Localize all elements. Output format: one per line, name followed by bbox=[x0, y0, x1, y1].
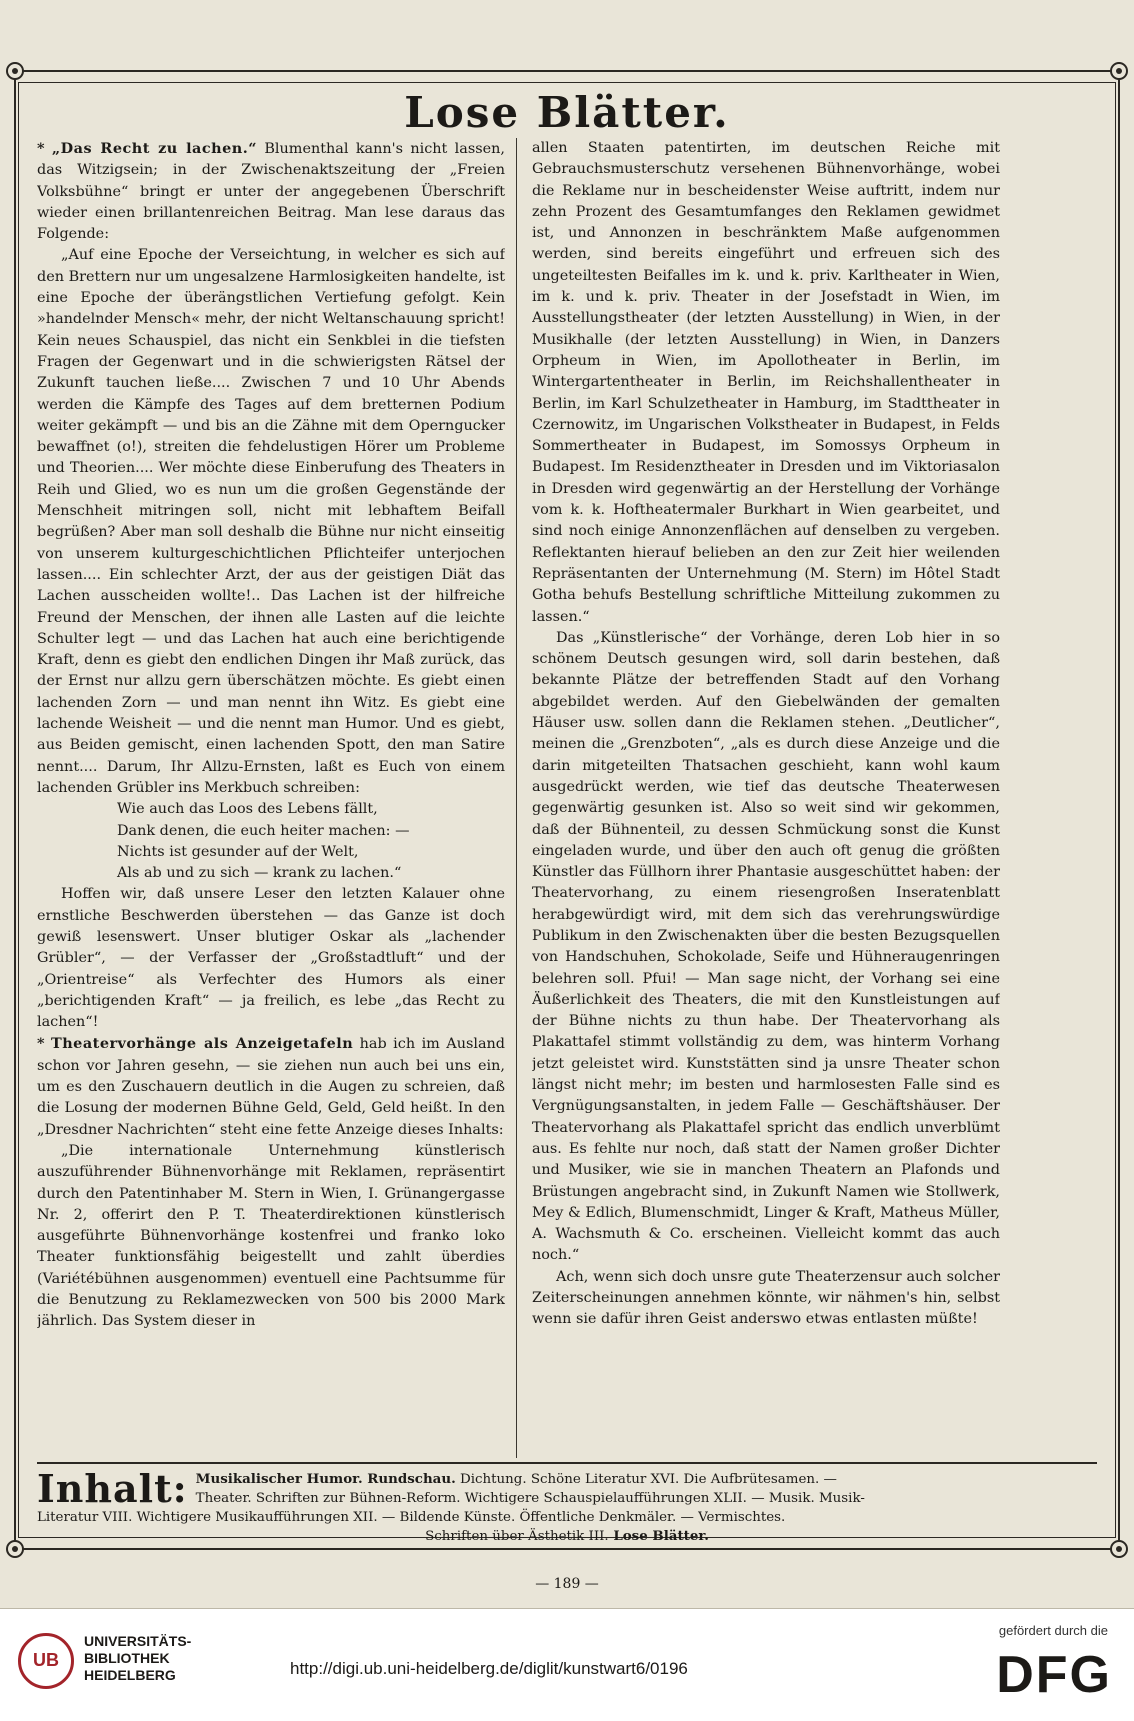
left-column bbox=[37, 138, 505, 1458]
university-seal-icon[interactable] bbox=[18, 1633, 74, 1689]
verse-line: Nichts ist gesunder auf der Welt, bbox=[117, 843, 359, 860]
contents-text: Dichtung. Schöne Literatur XVI. Die Aufbrütesamen. — bbox=[455, 1472, 837, 1487]
contents-bold-text: Lose Blätter. bbox=[608, 1528, 709, 1544]
article-paragraph: Ach, wenn sich doch unsre gute Theaterzensur auch solcher Zeiterscheinungen annehmen könnte, wir nähmen's hin, selbst wenn sie dafür ihren Geist anderswo etwas entlasten müßte! bbox=[532, 1268, 1000, 1328]
contents-text: Schriften über Ästhetik III. bbox=[425, 1529, 609, 1544]
page-number: — 189 — bbox=[535, 1576, 599, 1592]
article-heading: Theatervorhänge als Anzeigetafeln bbox=[51, 1035, 354, 1053]
paragraph-text: Blumenthal kann's nicht lassen, das Witzigsein; in der Zwischenaktszeitung der „Freien Volksbühne“ bringt er unter der angegebenen Überschrift wieder einen brillantenreichen Beitrag. Man lese daraus das Folgende: bbox=[37, 141, 505, 243]
institution-line: BIBLIOTHEK bbox=[84, 1650, 170, 1666]
article-paragraph: „Die internationale Unternehmung künstlerisch auszuführender Bühnenvorhänge mit Reklamen, repräsentirt durch den Patentinhaber M. Stern in Wien, I. Grünangergasse Nr. 2, offerirt den P. T. Theaterdirektionen künstlerisch ausgeführte Bühnenvorhänge kostenfrei und franko loko Theater funktionsfähig beigestellt und zahlt überdies (Variétébühnen ausgenommen) eventuell eine Pachtsumme für die Benutzung zu Reklamezwecken von 500 bis 2000 Mark jährlich. Das System dieser in bbox=[37, 1142, 505, 1330]
contents-line: Theater. Schriften zur Bühnen-Reform. Wichtigere Schauspielaufführungen XLII. — Musik. Musik- bbox=[195, 1491, 865, 1506]
contents-line bbox=[37, 1527, 1097, 1546]
article-heading: „Das Recht zu lachen.“ bbox=[51, 140, 257, 157]
contents-bold-text: Musikalischer Humor. Rundschau. bbox=[195, 1471, 456, 1487]
contents-title: Inhalt: bbox=[37, 1466, 188, 1511]
paragraph-text: hab ich im Ausland schon vor Jahren gesehn, — sie ziehen nun auch bei uns ein, um es den Zuschauern deutlich in die Augen zu schreien, daß die Losung der modernen Bühne Geld, Geld, Geld heißt. In den „Dresdner Nachrichten“ steht eine fette Anzeige dieses Inhalts: bbox=[37, 1036, 505, 1138]
verse-line: Als ab und zu sich — krank zu lachen.“ bbox=[117, 865, 402, 882]
section-star: * bbox=[37, 140, 45, 157]
contents-line bbox=[37, 1470, 1097, 1489]
source-url-link[interactable]: http://digi.ub.uni-heidelberg.de/diglit/kunstwart6/0196 bbox=[290, 1659, 688, 1678]
section-star: * bbox=[37, 1035, 45, 1053]
article-paragraph: Das „Künstlerische“ der Vorhänge, deren Lob hier in so schönem Deutsch gesungen wird, soll darin bestehen, daß bekannte Plätze der betreffenden Stadt auf den Vorhang abgebildet werden. Auf den Giebelwänden der gemalten Häuser usw. sollen dann die Reklamen stehen. „Deutlicher“, meinen die „Grenzboten“, „als es durch diese Anzeige und die darin mitgeteilten Thatsachen geschieht, kann wohl kaum ausgedrückt werden, wie tief das deutsche Theaterwesen gegenwärtig gesunken ist. Also so weit sind wir gekommen, daß der Bühnenteil, zu dessen Schmückung sonst die Kunst eingeladen wurde, und über den auch oft genug die größten Künstler das Füllhorn ihrer Phantasie ausgeschüttet haben: der Theatervorhang, zu einem riesengroßen Inseratenblatt herabgewürdigt wird, mit dem sich das verehrungswürdige Publikum in den Zwischenakten über die besten Bezugsquellen von Handschuhen, Schokolade, Seife und Hühneraugenringen belehren soll. Pfui! — Man sage nicht, der Vorhang sei eine Äußerlichkeit des Theaters, die mit den Kunstleistungen auf der Bühne nichts zu thun habe. Der Theatervorhang als Plakattafel stimmt vollständig zu dem, was hinterm Vorhang jetzt geleistet wird. Kunststätten sind ja unsre Theater schon längst nicht mehr; im besten und harmlosesten Falle sind es Vergnügungsanstalten, in jedem Falle — Geschäftshäuser. Der Theatervorhang als Plakattafel spricht das endlich unverblümt aus. Es fehlte nur noch, daß statt der Namen großer Dichter und Musiker, wie sie in manchen Theatern an Plafonds und Brüstungen angebracht sind, in Zukunft Namen wie Stollwerk, Mey & Edlich, Blumenschmidt, Linger & Kraft, Matheus Müller, A. Wachsmuth & Co. erscheinen. Vielleicht kommt das auch noch.“ bbox=[532, 629, 1000, 1264]
article-paragraph: „Auf eine Epoche der Verseichtung, in welcher es sich auf den Brettern nur um ungesalzene Harmlosigkeiten handelte, ist eine Epoche der überängstlichen Vertiefung gefolgt. Kein »handelnder Mensch« mehr, der nicht Weltanschauung spricht! Kein neues Schauspiel, das nicht ein Senkblei in die tiefsten Fragen der Gegenwart und in die schwierigsten Rätsel der Zukunft tauchen ließe.... Zwischen 7 und 10 Uhr Abends werden die Kämpfe des Tages auf dem bretternen Podium weiter gekämpft — und bis an die Zähne mit dem Operngucker bewaffnet (o!), streiten die fehdelustigen Hörer um Probleme und Theorien.... Wer möchte diese Einberufung des Theaters in Reih und Glied, wo es nun um die großen Gegenstände der Menschheit mitringen soll, nicht mit lebhaftem Beifall begrüßen? Aber man soll deshalb die Bühne nur nicht einseitig von unserem kulturgeschichtlichen Pflichteifer unterjochen lassen.... Ein schlechter Arzt, der aus der geistigen Diät das Lachen ausscheiden wollte!.. Das Lachen ist der hilfreiche Freund der Menschen, der ihnen alle Lasten auf die leichte Schulter legt — und das Lachen hat auch eine berichtigende Kraft, denn es giebt den endlichen Dingen ihr Maß zurück, das der Ernst nur allzu gern überschätzen möchte. Es giebt einen lachenden Zorn — und man nennt ihn Witz. Es giebt eine lachende Weisheit — und die nennt man Humor. Und es giebt, aus Beiden gemischt, einen lachenden Spott, den man Satire nennt.... Darum, Ihr Allzu-Ernsten, laßt es Euch von einem lachenden Grübler ins Merkbuch schreiben: bbox=[37, 247, 505, 796]
right-column bbox=[532, 138, 1000, 1458]
dfg-logo[interactable]: DFG bbox=[996, 1646, 1112, 1704]
verse-line: Dank denen, die euch heiter machen: — bbox=[117, 822, 410, 839]
corner-ornament-icon bbox=[6, 1540, 24, 1558]
corner-ornament-icon bbox=[1110, 1540, 1128, 1558]
institution-name[interactable] bbox=[84, 1633, 191, 1684]
article-paragraph bbox=[37, 1033, 505, 1140]
table-of-contents bbox=[37, 1462, 1097, 1542]
corner-ornament-icon bbox=[6, 62, 24, 80]
institution-line: HEIDELBERG bbox=[84, 1667, 176, 1683]
corner-ornament-icon bbox=[1110, 62, 1128, 80]
funded-by-label: gefördert durch die bbox=[998, 1623, 1108, 1638]
institution-line: UNIVERSITÄTS- bbox=[84, 1633, 192, 1649]
article-paragraph bbox=[37, 138, 505, 245]
page-title: Lose Blätter. bbox=[404, 88, 730, 137]
article-paragraph: Hoffen wir, daß unsere Leser den letzten Kalauer ohne ernstliche Beschwerden überstehen — das Ganze ist doch gewiß lesenswert. Unser blutiger Oskar als „lachender Grübler“, — der Verfasser der „Großstadtluft“ und der „Orientreise“ als Verfechter des Humors als einer „berichtigenden Kraft“ — ja freilich, es lebe „das Recht zu lachen“! bbox=[37, 886, 505, 1031]
contents-line: Literatur VIII. Wichtigere Musikaufführungen XII. — Bildende Künste. Öffentliche Denkmäler. — Vermischtes. bbox=[37, 1510, 786, 1525]
column-divider bbox=[516, 138, 517, 1458]
verse-line: Wie auch das Loos des Lebens fällt, bbox=[117, 801, 378, 818]
article-paragraph: allen Staaten patentirten, im deutschen Reiche mit Gebrauchsmusterschutz versehenen Bühnenvorhänge, wobei die Reklame nur in bescheidenster Weise auftritt, indem nur zehn Prozent des Gesamtumfanges den Reklamen gewidmet ist, und Annonzen in beschränktem Maße aufgenommen werden, sind bereits eingeführt und erfreuen sich des ungeteiltesten Beifalles im k. und k. priv. Karltheater in Wien, im k. und k. priv. Theater in der Josefstadt in Wien, im Ausstellungstheater (der letzten Ausstellung) in Wien, in der Musikhalle (der letzten Ausstellung) in Wien, in Danzers Orpheum in Wien, im Apollotheater in Berlin, im Wintergartentheater in Berlin, im Reichshallentheater in Berlin, im Karl Schulzetheater in Hamburg, im Stadttheater in Czernowitz, im Ungarischen Volkstheater in Budapest, in Felds Sommertheater in Budapest, im Somossys Orpheum in Budapest. Im Residenztheater in Dresden und im Viktoriasalon in Dresden wird gegenwärtig an der Herstellung der Vorhänge vom k. k. Hoftheatermaler Burkhart in Wien gearbeitet, und sind noch einige Annonzenflächen auf denselben zu vergeben. Reflektanten hierauf belieben an den zur Zeit hier weilenden Repräsentanten der Unternehmung (M. Stern) im Hôtel Stadt Gotha behufs Bestellung schriftliche Mitteilung zukommen zu lassen.“ bbox=[532, 140, 1000, 625]
viewer-footer bbox=[0, 1608, 1134, 1721]
